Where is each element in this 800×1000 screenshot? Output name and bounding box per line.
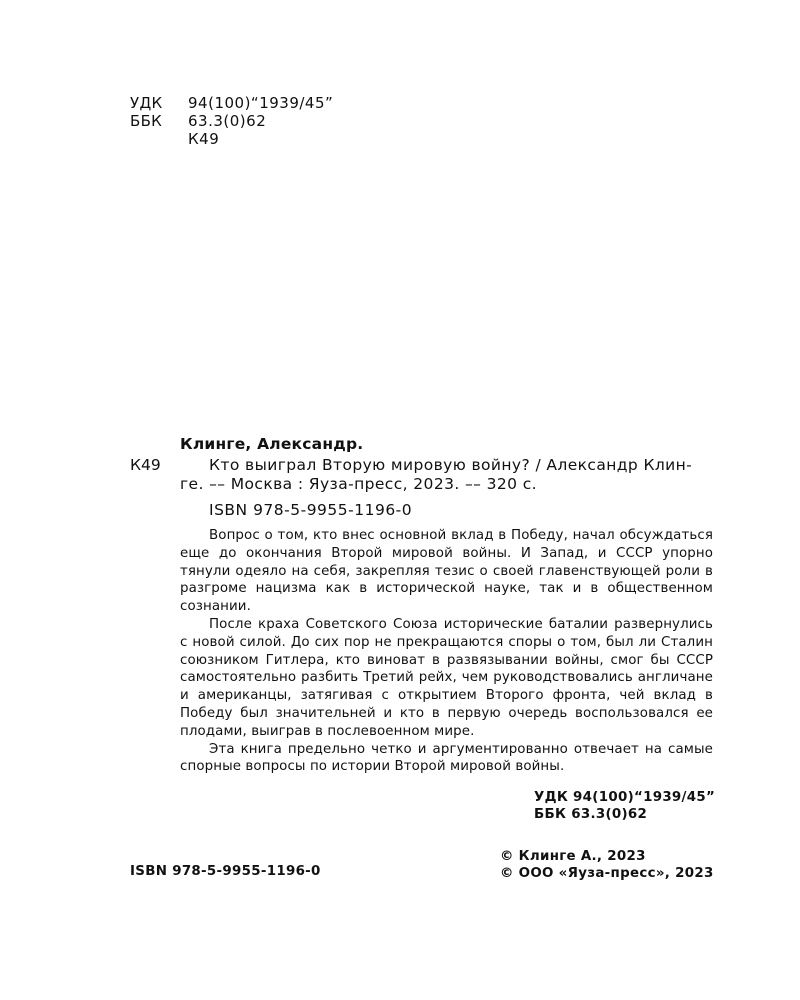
isbn-card: ISBN 978-5-9955-1196-0 bbox=[209, 501, 413, 519]
annotation-paragraph-2: После краха Советского Союза исторические баталии развернулись с новой силой. До сих пор не прекращаются споры о том, был ли Сталин союзником Гитлера, кто виноват в развязывании войны, смог бы СССР самостоятельно разбить Третий рейх, чем руководствовались англичане и американцы, затягивая с открытием Второго фронта, чей вклад в Победу был значительней и кто в первую очередь воспользовался ее плодами, выиграв в послевоенном мире. bbox=[180, 616, 713, 739]
title-line-2: ге. –– Москва : Яуза-пресс, 2023. –– 320 с. bbox=[180, 475, 537, 493]
annotation bbox=[180, 527, 713, 776]
copyright-author: © Клинге А., 2023 bbox=[500, 849, 646, 864]
udk-bottom: УДК 94(100)“1939/45” bbox=[534, 790, 716, 805]
isbn-footer: ISBN 978-5-9955-1196-0 bbox=[130, 864, 321, 879]
annotation-paragraph-1: Вопрос о том, кто внес основной вклад в Победу, начал обсуждаться еще до окончания Второй мировой войны. И Запад, и СССР упорно тянули одеяло на себя, закрепляя тезис о своей главенствующей роли в разгроме нацизма как в исторической науке, так и в общественном сознании. bbox=[180, 528, 713, 615]
title-line-1: Кто выиграл Вторую мировую войну? / Александр Клин- bbox=[209, 456, 693, 474]
author-sign-card: К49 bbox=[130, 456, 161, 474]
copyright-publisher: © ООО «Яуза-пресс», 2023 bbox=[500, 866, 714, 881]
bbk-value: 63.3(0)62 bbox=[188, 112, 267, 130]
author-heading: Клинге, Александр. bbox=[180, 435, 364, 453]
annotation-paragraph-3: Эта книга предельно четко и аргументированно отвечает на самые спорные вопросы по истории Второй мировой войны. bbox=[180, 741, 713, 775]
author-sign-top: К49 bbox=[188, 130, 220, 148]
bbk-label: ББК bbox=[130, 112, 163, 130]
udk-value: 94(100)“1939/45” bbox=[188, 94, 334, 112]
bbk-bottom: ББК 63.3(0)62 bbox=[534, 807, 648, 822]
udk-label: УДК bbox=[130, 94, 163, 112]
